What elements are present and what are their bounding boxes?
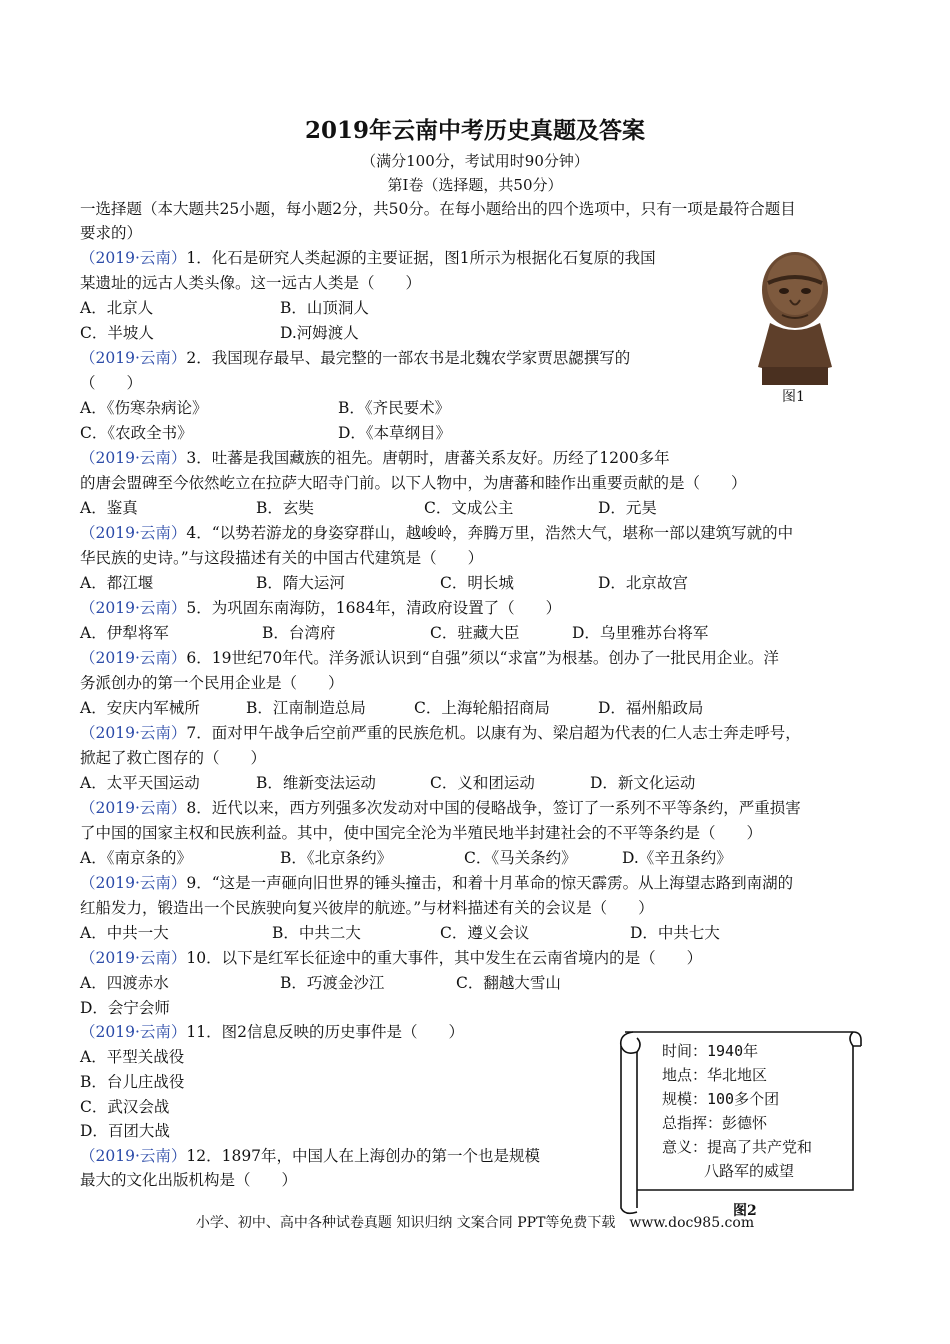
option: D．《本草纲目》: [338, 424, 452, 442]
option: B．台湾府: [262, 624, 336, 642]
option: D．乌里雅苏台将军: [572, 624, 709, 642]
question-4: [80, 521, 793, 545]
question-1: [80, 246, 656, 270]
option: C．《农政全书》: [80, 424, 193, 442]
question-text: 2．我国现存最早、最完整的一部农书是北魏农学家贾思勰撰写的: [186, 349, 631, 367]
skull-bust-image: [740, 245, 850, 390]
option: C．遵义会议: [440, 924, 530, 942]
question-text: 1．化石是研究人类起源的主要证据，图1所示为根据化石复原的我国: [186, 249, 656, 267]
option: A．伊犁将军: [80, 624, 169, 642]
option: A．北京人: [80, 299, 154, 317]
question-text: 12．1897年，中国人在上海创办的第一个也是规模: [186, 1147, 541, 1165]
question-text: 3．吐蕃是我国藏族的祖先。唐朝时，唐蕃关系友好。历经了1200多年: [186, 449, 670, 467]
option: D．会宁会师: [80, 999, 170, 1017]
question-10: [80, 946, 702, 970]
option: B．隋大运河: [256, 574, 345, 592]
option: B．中共二大: [272, 924, 361, 942]
question-2: [80, 346, 630, 370]
question-8: [80, 796, 801, 820]
question-text: 6．19世纪70年代。洋务派认识到“自强”须以“求富”为根基。创办了一批民用企业。洋: [186, 649, 779, 667]
option: D.《辛丑条约》: [622, 849, 732, 867]
question-7: [80, 721, 801, 745]
option: C．文成公主: [424, 499, 514, 517]
question-text: 务派创办的第一个民用企业是（ ）: [80, 674, 344, 692]
option: D．新文化运动: [590, 774, 696, 792]
figure-2-caption: 图2: [733, 1203, 757, 1219]
option: C．义和团运动: [430, 774, 535, 792]
source-tag: （2019·云南）: [80, 449, 187, 467]
source-tag: （2019·云南）: [80, 949, 187, 967]
option: C．翻越大雪山: [456, 974, 561, 992]
option: D．中共七大: [630, 924, 720, 942]
option: B．《北京条约》: [280, 849, 393, 867]
option: A．都江堰: [80, 574, 154, 592]
instructions-line-1: 一选择题（本大题共25小题，每小题2分，共50分。在每小题给出的四个选项中，只有一项是最符合题目: [80, 200, 796, 218]
question-text: 8．近代以来，西方列强多次发动对中国的侵略战争，签订了一系列不平等条约，严重损害: [186, 799, 801, 817]
option: D．福州船政局: [598, 699, 704, 717]
figure-2-line: 八路军的威望: [704, 1162, 795, 1180]
figure-2-line: 意义：提高了共产党和: [662, 1138, 813, 1156]
source-tag: （2019·云南）: [80, 1023, 187, 1041]
question-text: 掀起了救亡图存的（ ）: [80, 749, 267, 767]
question-9: [80, 871, 793, 895]
exam-info: （满分100分，考试用时90分钟）: [361, 152, 589, 170]
source-tag: （2019·云南）: [80, 874, 187, 892]
source-tag: （2019·云南）: [80, 1147, 187, 1165]
source-tag: （2019·云南）: [80, 799, 187, 817]
question-text: 11．图2信息反映的历史事件是（ ）: [186, 1023, 464, 1041]
question-text: 5．为巩固东南海防，1684年，清政府设置了（ ）: [186, 599, 562, 617]
option: D．百团大战: [80, 1122, 170, 1140]
question-text: 红船发力，锻造出一个民族驶向复兴彼岸的航迹。”与材料描述有关的会议是（ ）: [80, 899, 654, 917]
figure-2-line: 地点：华北地区: [662, 1066, 768, 1084]
question-11: [80, 1020, 464, 1044]
option: B．山顶洞人: [280, 299, 369, 317]
option: C．驻藏大臣: [430, 624, 520, 642]
question-text: 某遗址的远古人类头像。这一远古人类是（ ）: [80, 274, 422, 292]
option: A．平型关战役: [80, 1048, 185, 1066]
figure-2-line: 总指挥：彭德怀: [662, 1114, 768, 1132]
question-3: [80, 446, 670, 470]
question-text: 7．面对甲午战争后空前严重的民族危机。以康有为、梁启超为代表的仁人志士奔走呼号，: [186, 724, 801, 742]
option: B．《齐民要术》: [338, 399, 451, 417]
option: B．台儿庄战役: [80, 1073, 185, 1091]
footer-text: 小学、初中、高中各种试卷真题 知识归纳 文案合同 PPT等免费下载 www.doc985.com: [195, 1215, 755, 1231]
question-text: 华民族的史诗。”与这段描述有关的中国古代建筑是（ ）: [80, 549, 484, 567]
question-5: [80, 596, 561, 620]
option: C．半坡人: [80, 324, 154, 342]
question-6: [80, 646, 779, 670]
question-text: 4．“以势若游龙的身姿穿群山，越峻岭，奔腾万里，浩然大气，堪称一部以建筑写就的中: [186, 524, 794, 542]
option: B．玄奘: [256, 499, 314, 517]
option: A．四渡赤水: [80, 974, 169, 992]
source-tag: （2019·云南）: [80, 249, 187, 267]
question-text: 的唐会盟碑至今依然屹立在拉萨大昭寺门前。以下人物中，为唐蕃和睦作出重要贡献的是（ ）: [80, 474, 747, 492]
option: B．维新变法运动: [256, 774, 376, 792]
question-text: 了中国的国家主权和民族利益。其中，使中国完全沦为半殖民地半封建社会的不平等条约是（ ）: [80, 824, 763, 842]
question-text: 最大的文化出版机构是（ ）: [80, 1171, 298, 1189]
option: B．巧渡金沙江: [280, 974, 385, 992]
figure-2-line: 时间：1940年: [662, 1042, 759, 1060]
question-text: 9．“这是一声砸向旧世界的锤头撞击，和着十月革命的惊天霹雳。从上海望志路到南湖的: [186, 874, 794, 892]
source-tag: （2019·云南）: [80, 524, 187, 542]
option: C．武汉会战: [80, 1098, 170, 1116]
option: A．太平天国运动: [80, 774, 200, 792]
source-tag: （2019·云南）: [80, 649, 187, 667]
instructions-line-2: 要求的）: [80, 224, 143, 242]
question-text: 10．以下是红军长征途中的重大事件，其中发生在云南省境内的是（ ）: [186, 949, 703, 967]
option: C．上海轮船招商局: [414, 699, 550, 717]
option: D．元昊: [598, 499, 657, 517]
option: A．《南京条的》: [80, 849, 192, 867]
page-title: 2019年云南中考历史真题及答案: [304, 117, 645, 144]
figure-1-caption: 图1: [782, 389, 805, 405]
source-tag: （2019·云南）: [80, 724, 187, 742]
question-12: [80, 1144, 540, 1168]
question-text: （ ）: [80, 374, 143, 392]
source-tag: （2019·云南）: [80, 599, 187, 617]
source-tag: （2019·云南）: [80, 349, 187, 367]
option: A．《伤寒杂病论》: [80, 399, 208, 417]
option: C．《马关条约》: [464, 849, 577, 867]
option: B．江南制造总局: [246, 699, 366, 717]
figure-2-line: 规模：100多个团: [662, 1090, 780, 1108]
section-heading: 第Ⅰ卷（选择题，共50分）: [387, 176, 563, 194]
option: A．安庆内军械所: [80, 699, 200, 717]
option: C．明长城: [440, 574, 514, 592]
option: D．北京故宫: [598, 574, 688, 592]
option: D.河姆渡人: [280, 324, 359, 342]
option: A．鉴真: [80, 499, 138, 517]
option: A．中共一大: [80, 924, 169, 942]
